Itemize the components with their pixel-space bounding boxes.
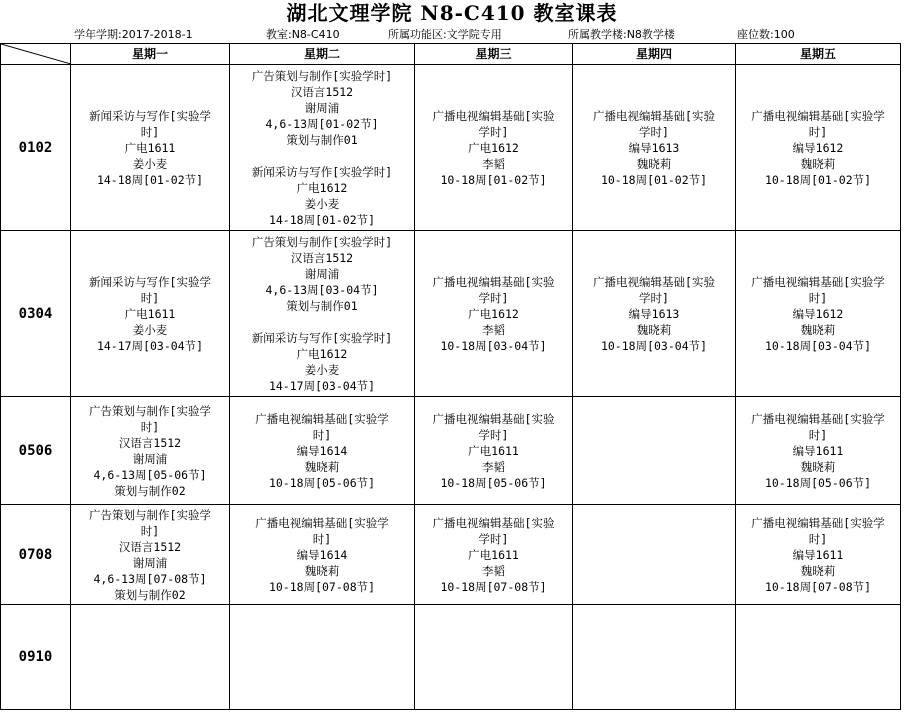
schedule-cell-fri (736, 505, 901, 605)
course-line: 广电1612 (296, 180, 348, 195)
header-row (1, 44, 901, 65)
schedule-cell-mon (71, 65, 230, 231)
course-line: 时] (808, 290, 828, 305)
day-header-wed: 星期三 (415, 44, 573, 65)
course-line: 学时] (478, 531, 509, 546)
course-line: 魏晓莉 (304, 459, 340, 474)
course-line: 广播电视编辑基础[实验 (432, 515, 555, 530)
course-line: 广电1612 (468, 306, 519, 321)
course-line: 10-18周[01-02节] (600, 172, 708, 187)
course-line: 10-18周[07-08节] (440, 579, 547, 594)
schedule-cell-wed (415, 505, 573, 605)
period-label: 0708 (1, 505, 71, 605)
course-line: 广告策划与制作[实验学 (89, 507, 211, 522)
course-line: 广播电视编辑基础[实验学 (751, 411, 885, 426)
course-line: 姜小麦 (304, 362, 340, 377)
day-header-thu: 星期四 (573, 44, 736, 65)
course-line: 10-18周[07-08节] (268, 579, 376, 594)
schedule-cell-mon (71, 397, 230, 505)
course-line: 策划与制作01 (286, 298, 358, 313)
course-line: 10-18周[01-02节] (764, 172, 872, 187)
course-line: 时] (140, 290, 160, 305)
schedule-cell-tue (230, 505, 415, 605)
course-line: 李韬 (482, 459, 505, 474)
course-line: 编导1614 (296, 547, 348, 562)
schedule-cell-fri (736, 231, 901, 397)
course-line: 时] (140, 124, 160, 139)
course-line: 编导1614 (296, 443, 348, 458)
course-entry (230, 515, 414, 595)
course-line: 广播电视编辑基础[实验 (432, 411, 555, 426)
course-line: 学时] (478, 427, 509, 442)
day-header-tue: 星期二 (230, 44, 415, 65)
course-line: 新闻采访与写作[实验学 (89, 108, 211, 123)
course-line: 14-18周[01-02节] (268, 212, 376, 227)
schedule-cell-tue (230, 397, 415, 505)
course-line: 4,6-13周[03-04节] (265, 282, 379, 297)
schedule-cell-mon (71, 505, 230, 605)
course-line: 学时] (478, 290, 509, 305)
seats-label: 座位数:100 (737, 28, 795, 41)
course-line: 广告策划与制作[实验学时] (251, 234, 393, 249)
course-line: 10-18周[01-02节] (440, 172, 547, 187)
schedule-cell-thu (573, 505, 736, 605)
course-line: 汉语言1512 (290, 250, 354, 265)
course-entry (415, 411, 572, 491)
timetable (0, 43, 901, 710)
course-line: 广电1611 (468, 443, 519, 458)
course-line: 时] (312, 531, 332, 546)
course-line: 广告策划与制作[实验学 (89, 403, 211, 418)
schedule-cell-fri (736, 65, 901, 231)
course-line: 时] (808, 124, 828, 139)
course-line: 14-18周[01-02节] (96, 172, 204, 187)
course-line: 学时] (639, 124, 669, 139)
course-line: 广播电视编辑基础[实验 (432, 274, 555, 289)
course-line: 时] (808, 427, 828, 442)
course-line: 魏晓莉 (636, 322, 672, 337)
schedule-cell-tue (230, 65, 415, 231)
course-line: 广电1611 (124, 306, 176, 321)
page-title: 湖北文理学院 N8-C410 教室课表 (286, 1, 618, 25)
course-line: 10-18周[05-06节] (268, 475, 376, 490)
course-entry (71, 507, 229, 603)
course-line: 14-17周[03-04节] (96, 338, 204, 353)
course-line: 14-17周[03-04节] (268, 378, 376, 393)
course-entry (230, 411, 414, 491)
course-line: 魏晓莉 (800, 322, 836, 337)
course-line: 李韬 (482, 322, 505, 337)
course-entry (573, 274, 735, 354)
period-label: 0506 (1, 397, 71, 505)
course-line: 姜小麦 (132, 322, 168, 337)
course-line: 时] (808, 531, 828, 546)
course-entry (415, 108, 572, 188)
course-entry (71, 108, 229, 188)
course-line: 姜小麦 (132, 156, 168, 171)
course-line: 策划与制作02 (114, 587, 186, 602)
course-line: 李韬 (482, 563, 505, 578)
course-entry (415, 274, 572, 354)
course-line: 李韬 (482, 156, 505, 171)
course-line: 编导1612 (792, 306, 844, 321)
course-line: 谢周浦 (304, 100, 340, 115)
schedule-cell-thu (573, 231, 736, 397)
building-label: 所属教学楼:N8教学楼 (568, 28, 675, 41)
course-line: 10-18周[05-06节] (764, 475, 872, 490)
schedule-cell-wed (415, 397, 573, 505)
timetable-row (1, 65, 901, 231)
course-line: 姜小麦 (304, 196, 340, 211)
course-line: 时] (140, 523, 160, 538)
course-line: 魏晓莉 (800, 156, 836, 171)
schedule-cell-thu (573, 397, 736, 505)
course-line: 广电1611 (124, 140, 176, 155)
course-line: 时] (312, 427, 332, 442)
course-line: 学时] (478, 124, 509, 139)
course-line: 10-18周[03-04节] (440, 338, 547, 353)
schedule-cell-mon (71, 231, 230, 397)
course-line: 编导1611 (792, 547, 844, 562)
course-line: 魏晓莉 (304, 563, 340, 578)
course-line: 魏晓莉 (800, 459, 836, 474)
course-line: 4,6-13周[07-08节] (93, 571, 207, 586)
course-line: 广告策划与制作[实验学时] (251, 68, 393, 83)
schedule-cell-wed (415, 231, 573, 397)
schedule-cell-thu (573, 605, 736, 710)
course-entry (230, 164, 414, 228)
course-line: 广电1612 (296, 346, 348, 361)
course-line: 10-18周[05-06节] (440, 475, 547, 490)
course-entry (736, 108, 900, 188)
course-line: 编导1613 (628, 306, 680, 321)
course-line: 策划与制作02 (114, 483, 186, 498)
course-line: 时] (140, 419, 160, 434)
course-line: 汉语言1512 (118, 539, 182, 554)
course-entry (71, 403, 229, 499)
course-line: 谢周浦 (132, 555, 168, 570)
schedule-cell-tue (230, 231, 415, 397)
course-entry (230, 330, 414, 394)
course-line: 广播电视编辑基础[实验 (432, 108, 555, 123)
course-line: 魏晓莉 (800, 563, 836, 578)
course-line: 魏晓莉 (636, 156, 672, 171)
period-label: 0304 (1, 231, 71, 397)
course-line: 4,6-13周[01-02节] (265, 116, 379, 131)
course-line: 学时] (639, 290, 669, 305)
course-line: 谢周浦 (304, 266, 340, 281)
course-line: 新闻采访与写作[实验学时] (251, 164, 393, 179)
schedule-cell-tue (230, 605, 415, 710)
course-line: 广播电视编辑基础[实验学 (255, 515, 389, 530)
course-line: 广播电视编辑基础[实验学 (255, 411, 389, 426)
corner-cell (1, 44, 71, 65)
course-line: 10-18周[07-08节] (764, 579, 872, 594)
course-entry (736, 274, 900, 354)
schedule-cell-mon (71, 605, 230, 710)
timetable-row (1, 397, 901, 505)
course-line: 编导1612 (792, 140, 844, 155)
course-entry (230, 234, 414, 314)
course-line: 汉语言1512 (118, 435, 182, 450)
course-line: 新闻采访与写作[实验学时] (251, 330, 393, 345)
course-entry (415, 515, 572, 595)
course-line: 策划与制作01 (286, 132, 358, 147)
course-line: 广播电视编辑基础[实验 (593, 108, 715, 123)
course-line: 广播电视编辑基础[实验 (593, 274, 715, 289)
period-label: 0102 (1, 65, 71, 231)
day-header-mon: 星期一 (71, 44, 230, 65)
course-entry (230, 68, 414, 148)
day-header-fri: 星期五 (736, 44, 901, 65)
schedule-cell-thu (573, 65, 736, 231)
course-line: 新闻采访与写作[实验学 (89, 274, 211, 289)
course-line: 广播电视编辑基础[实验学 (751, 515, 885, 530)
diagonal-divider (1, 44, 71, 64)
course-entry (736, 515, 900, 595)
course-line: 广播电视编辑基础[实验学 (751, 108, 885, 123)
zone-label: 所属功能区:文学院专用 (388, 28, 502, 41)
period-label: 0910 (1, 605, 71, 710)
schedule-cell-wed (415, 605, 573, 710)
timetable-row (1, 605, 901, 710)
course-line: 编导1611 (792, 443, 844, 458)
course-line: 广电1612 (468, 140, 519, 155)
course-line: 10-18周[03-04节] (600, 338, 708, 353)
course-line: 编导1613 (628, 140, 680, 155)
course-entry (736, 411, 900, 491)
schedule-cell-fri (736, 397, 901, 505)
course-line: 4,6-13周[05-06节] (93, 467, 207, 482)
course-entry (573, 108, 735, 188)
course-line: 10-18周[03-04节] (764, 338, 872, 353)
course-line: 广电1611 (468, 547, 519, 562)
schedule-cell-fri (736, 605, 901, 710)
course-line: 汉语言1512 (290, 84, 354, 99)
schedule-cell-wed (415, 65, 573, 231)
course-line: 谢周浦 (132, 451, 168, 466)
term-label: 学年学期:2017-2018-1 (74, 28, 193, 41)
course-line: 广播电视编辑基础[实验学 (751, 274, 885, 289)
timetable-row (1, 505, 901, 605)
timetable-row (1, 231, 901, 397)
course-entry (71, 274, 229, 354)
room-label: 教室:N8-C410 (266, 28, 340, 41)
